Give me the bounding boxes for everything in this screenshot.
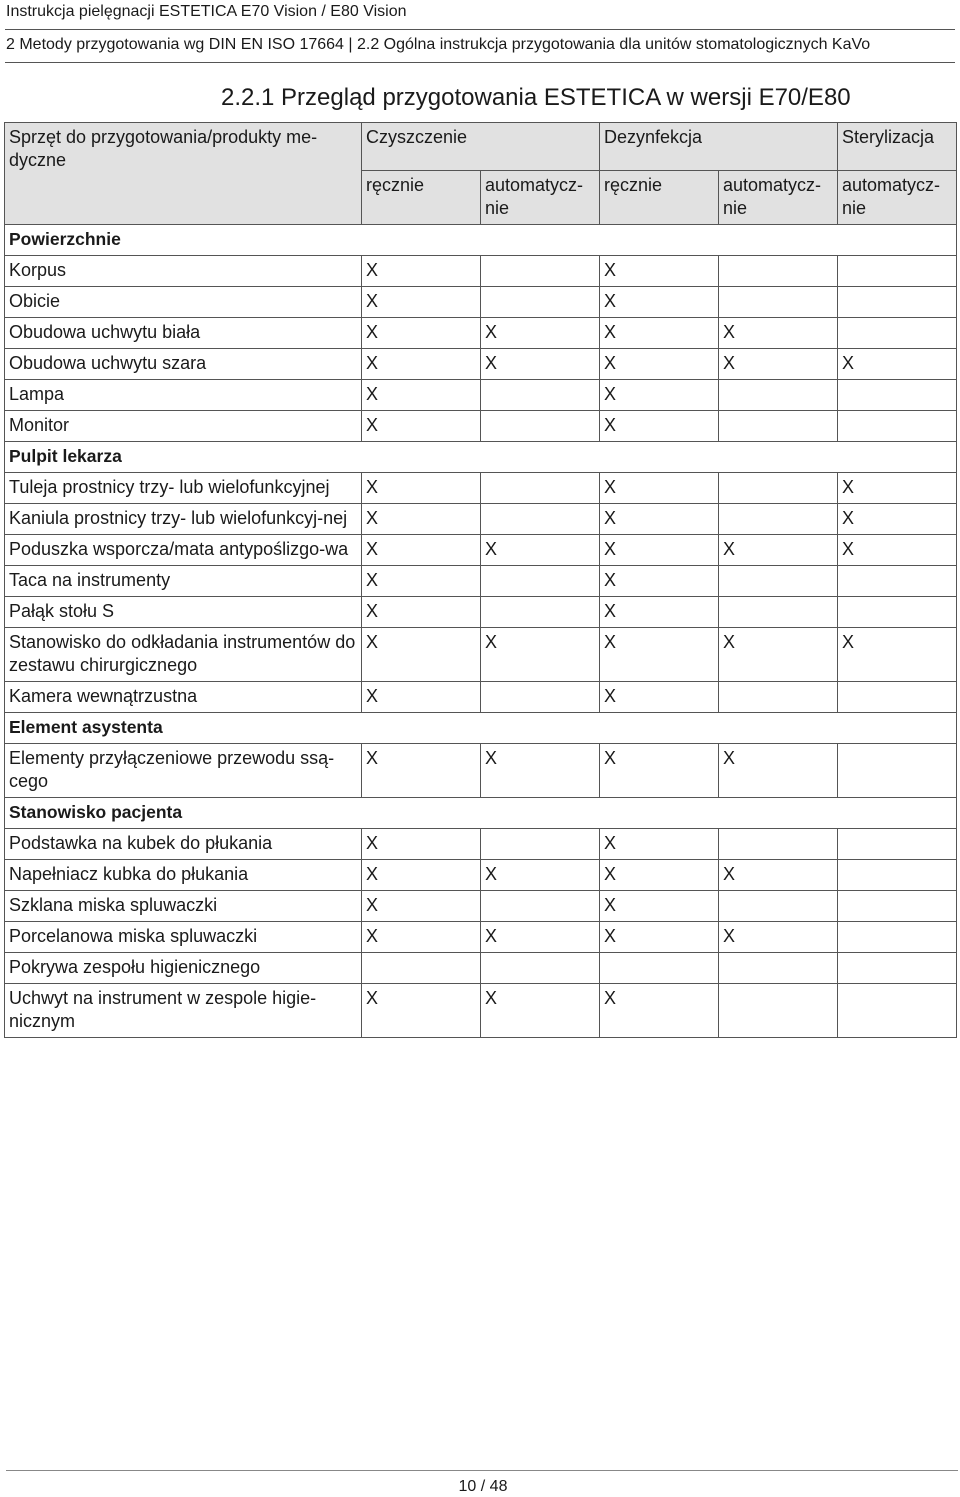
mark-cell [719,891,838,922]
mark-cell: X [362,682,481,713]
mark-cell: X [719,744,838,798]
mark-cell [481,473,600,504]
mark-cell: X [481,860,600,891]
mark-cell: X [719,318,838,349]
mark-cell [481,411,600,442]
mark-cell: X [481,318,600,349]
mark-cell [838,318,957,349]
mark-cell [481,287,600,318]
item-label: Korpus [5,256,362,287]
mark-cell [481,682,600,713]
table-row [5,411,957,442]
mark-cell: X [838,473,957,504]
mark-cell: X [362,744,481,798]
header-divider [5,29,955,30]
mark-cell: X [362,922,481,953]
group-header-cleaning: Czyszczenie [362,123,600,171]
mark-cell [719,829,838,860]
table-row [5,860,957,891]
mark-cell: X [362,860,481,891]
mark-cell [838,744,957,798]
mark-cell: X [719,628,838,682]
mark-cell: X [362,566,481,597]
breadcrumb-divider [5,62,955,63]
table-row [5,829,957,860]
table-row [5,628,957,682]
mark-cell: X [838,628,957,682]
mark-cell [838,597,957,628]
table-row [5,318,957,349]
breadcrumb: 2 Metody przygotowania wg DIN EN ISO 17664 | 2.2 Ogólna instrukcja przygotowania dla unitów stomatologicznych KaVo [6,36,871,53]
mark-cell: X [719,922,838,953]
mark-cell: X [600,287,719,318]
table-row [5,891,957,922]
mark-cell: X [600,504,719,535]
table-row [5,504,957,535]
mark-cell [838,287,957,318]
item-label: Taca na instrumenty [5,566,362,597]
table-row [5,349,957,380]
mark-cell [838,566,957,597]
table-row [5,922,957,953]
subheader-sterilization-automatic: automatycz-nie [838,171,957,225]
mark-cell: X [362,287,481,318]
item-label: Obicie [5,287,362,318]
mark-cell: X [600,566,719,597]
item-label: Szklana miska spluwaczki [5,891,362,922]
mark-cell [838,256,957,287]
table-row [5,287,957,318]
mark-cell [481,566,600,597]
item-label: Napełniacz kubka do płukania [5,860,362,891]
table-row [5,953,957,984]
table-row [5,473,957,504]
page-number: 10 / 48 [458,1478,508,1495]
mark-cell: X [600,473,719,504]
mark-cell [719,287,838,318]
table-row [5,566,957,597]
document-title: Instrukcja pielęgnacji ESTETICA E70 Vision / E80 Vision [6,3,407,20]
header-row-groups [5,123,957,171]
mark-cell [838,411,957,442]
reprocessing-table [4,122,957,1038]
mark-cell [719,411,838,442]
item-label: Elementy przyłączeniowe przewodu ssą-cego [5,744,362,798]
mark-cell [481,829,600,860]
mark-cell [481,891,600,922]
mark-cell: X [481,349,600,380]
mark-cell [838,922,957,953]
mark-cell [719,473,838,504]
group-header-disinfection: Dezynfekcja [600,123,838,171]
item-label: Pałąk stołu S [5,597,362,628]
table-row [5,597,957,628]
category-row [5,713,957,744]
item-label: Pokrywa zespołu higienicznego [5,953,362,984]
category-row [5,442,957,473]
mark-cell [838,380,957,411]
item-label: Tuleja prostnicy trzy- lub wielofunkcyjnej [5,473,362,504]
mark-cell: X [719,535,838,566]
mark-cell: X [481,922,600,953]
mark-cell: X [362,628,481,682]
mark-cell [838,829,957,860]
table-row [5,744,957,798]
item-label: Obudowa uchwytu biała [5,318,362,349]
mark-cell [719,566,838,597]
mark-cell: X [362,380,481,411]
mark-cell: X [362,597,481,628]
mark-cell [481,380,600,411]
mark-cell: X [481,984,600,1038]
mark-cell [838,860,957,891]
category-row [5,798,957,829]
mark-cell [481,256,600,287]
mark-cell: X [838,535,957,566]
subheader-disinfection-automatic: automatycz-nie [719,171,838,225]
mark-cell: X [362,504,481,535]
mark-cell [719,380,838,411]
mark-cell [719,984,838,1038]
mark-cell: X [719,860,838,891]
item-label: Kaniula prostnicy trzy- lub wielofunkcyj-nej [5,504,362,535]
mark-cell: X [600,922,719,953]
footer-divider [6,1470,958,1471]
item-label: Podstawka na kubek do płukania [5,829,362,860]
corner-header: Sprzęt do przygotowania/produkty me-dyczne [5,123,362,225]
category-row [5,225,957,256]
mark-cell: X [600,597,719,628]
mark-cell: X [362,535,481,566]
mark-cell: X [362,411,481,442]
mark-cell [719,504,838,535]
mark-cell [362,953,481,984]
item-label: Poduszka wsporcza/mata antypoślizgo-wa [5,535,362,566]
mark-cell: X [481,744,600,798]
mark-cell [838,682,957,713]
item-label: Uchwyt na instrument w zespole higie-nicznym [5,984,362,1038]
mark-cell: X [600,860,719,891]
mark-cell [600,953,719,984]
mark-cell: X [362,891,481,922]
table-row [5,984,957,1038]
mark-cell: X [362,984,481,1038]
item-label: Obudowa uchwytu szara [5,349,362,380]
subheader-cleaning-manual: ręcznie [362,171,481,225]
mark-cell: X [600,535,719,566]
item-label: Kamera wewnątrzustna [5,682,362,713]
mark-cell: X [600,411,719,442]
mark-cell: X [362,318,481,349]
item-label: Monitor [5,411,362,442]
mark-cell: X [481,628,600,682]
mark-cell: X [600,628,719,682]
mark-cell: X [600,349,719,380]
subheader-disinfection-manual: ręcznie [600,171,719,225]
mark-cell [719,597,838,628]
table-row [5,535,957,566]
mark-cell: X [362,349,481,380]
mark-cell [838,891,957,922]
table-row [5,380,957,411]
category-label: Stanowisko pacjenta [5,798,957,829]
table-row [5,256,957,287]
category-label: Powierzchnie [5,225,957,256]
mark-cell: X [362,473,481,504]
mark-cell: X [600,891,719,922]
group-header-sterilization: Sterylizacja [838,123,957,171]
mark-cell: X [838,349,957,380]
item-label: Lampa [5,380,362,411]
mark-cell [838,953,957,984]
mark-cell: X [600,380,719,411]
mark-cell: X [719,349,838,380]
item-label: Stanowisko do odkładania instrumentów do zestawu chirurgicznego [5,628,362,682]
mark-cell: X [838,504,957,535]
mark-cell: X [362,256,481,287]
mark-cell [481,953,600,984]
mark-cell [719,953,838,984]
mark-cell [838,984,957,1038]
category-label: Pulpit lekarza [5,442,957,473]
table-body [5,123,957,1038]
category-label: Element asystenta [5,713,957,744]
mark-cell [719,682,838,713]
mark-cell: X [600,744,719,798]
mark-cell: X [600,984,719,1038]
mark-cell: X [362,829,481,860]
mark-cell [481,504,600,535]
table-row [5,682,957,713]
section-title: 2.2.1 Przegląd przygotowania ESTETICA w wersji E70/E80 [221,84,851,111]
item-label: Porcelanowa miska spluwaczki [5,922,362,953]
mark-cell: X [600,682,719,713]
mark-cell: X [600,256,719,287]
mark-cell: X [600,318,719,349]
subheader-cleaning-automatic: automatycz-nie [481,171,600,225]
mark-cell [481,597,600,628]
mark-cell: X [481,535,600,566]
mark-cell: X [600,829,719,860]
mark-cell [719,256,838,287]
